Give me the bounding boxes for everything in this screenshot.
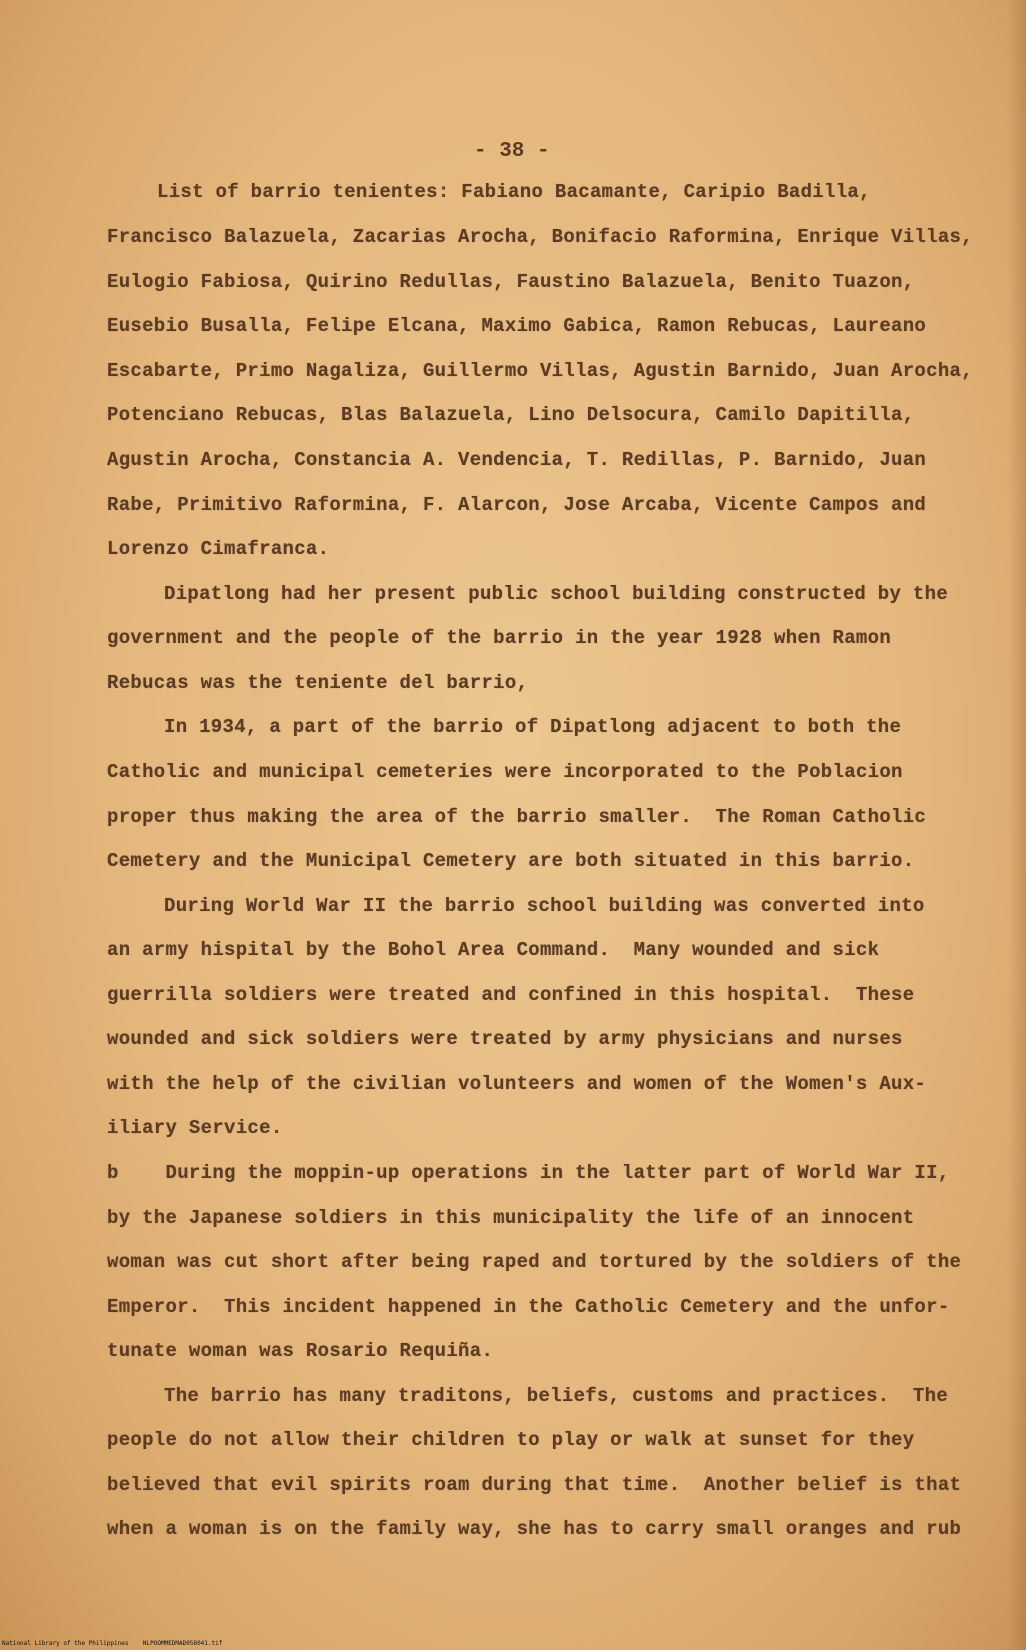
- archive-footer: National Library of the Philippines NLPOOMMEDMAD058041.tif: [2, 1640, 223, 1647]
- text-line: with the help of the civilian volunteers and women of the Women's Aux-: [107, 1073, 927, 1095]
- text-line: an army hispital by the Bohol Area Command. Many wounded and sick: [107, 939, 880, 961]
- text-line: Dipatlong had her present public school building constructed by the: [164, 583, 949, 605]
- text-line: government and the people of the barrio in the year 1928 when Ramon: [107, 627, 892, 649]
- text-line: proper thus making the area of the barrio smaller. The Roman Catholic: [107, 806, 927, 828]
- page-number: - 38 -: [474, 140, 550, 163]
- text-line: The barrio has many traditons, beliefs, customs and practices. The: [164, 1385, 949, 1407]
- text-line: Eusebio Busalla, Felipe Elcana, Maximo Gabica, Ramon Rebucas, Laureano: [107, 315, 927, 337]
- text-line: During World War II the barrio school building was converted into: [164, 895, 925, 917]
- text-line: tunate woman was Rosario Requiña.: [107, 1340, 494, 1362]
- text-line: people do not allow their children to play or walk at sunset for they: [107, 1429, 915, 1451]
- text-line: Cemetery and the Municipal Cemetery are both situated in this barrio.: [107, 850, 915, 872]
- text-line: Rabe, Primitivo Raformina, F. Alarcon, Jose Arcaba, Vicente Campos and: [107, 494, 927, 516]
- text-line: Escabarte, Primo Nagaliza, Guillermo Villas, Agustin Barnido, Juan Arocha,: [107, 360, 973, 382]
- text-line: wounded and sick soldiers were treated by army physicians and nurses: [107, 1028, 903, 1050]
- page-edge-shadow: [1008, 0, 1026, 1650]
- text-line: iliary Service.: [107, 1117, 283, 1139]
- text-line: Rebucas was the teniente del barrio,: [107, 672, 529, 694]
- text-line: Francisco Balazuela, Zacarias Arocha, Bonifacio Raformina, Enrique Villas,: [107, 226, 973, 248]
- text-line: Emperor. This incident happened in the Catholic Cemetery and the unfor-: [107, 1296, 950, 1318]
- text-line: Potenciano Rebucas, Blas Balazuela, Lino Delsocura, Camilo Dapitilla,: [107, 404, 915, 426]
- text-line: when a woman is on the family way, she has to carry small oranges and rub: [107, 1518, 962, 1540]
- text-line: List of barrio tenientes: Fabiano Bacamante, Caripio Badilla,: [157, 181, 871, 203]
- text-line: guerrilla soldiers were treated and confined in this hospital. These: [107, 984, 915, 1006]
- text-line: believed that evil spirits roam during that time. Another belief is that: [107, 1474, 962, 1496]
- text-line: Eulogio Fabiosa, Quirino Redullas, Faustino Balazuela, Benito Tuazon,: [107, 271, 915, 293]
- text-line: Agustin Arocha, Constancia A. Vendencia, T. Redillas, P. Barnido, Juan: [107, 449, 927, 471]
- text-line: b During the moppin-up operations in the latter part of World War II,: [107, 1162, 950, 1184]
- text-line: In 1934, a part of the barrio of Dipatlong adjacent to both the: [164, 716, 902, 738]
- text-line: by the Japanese soldiers in this municipality the life of an innocent: [107, 1207, 915, 1229]
- text-line: Catholic and municipal cemeteries were incorporated to the Poblacion: [107, 761, 903, 783]
- text-line: Lorenzo Cimafranca.: [107, 538, 330, 560]
- text-line: woman was cut short after being raped and tortured by the soldiers of the: [107, 1251, 962, 1273]
